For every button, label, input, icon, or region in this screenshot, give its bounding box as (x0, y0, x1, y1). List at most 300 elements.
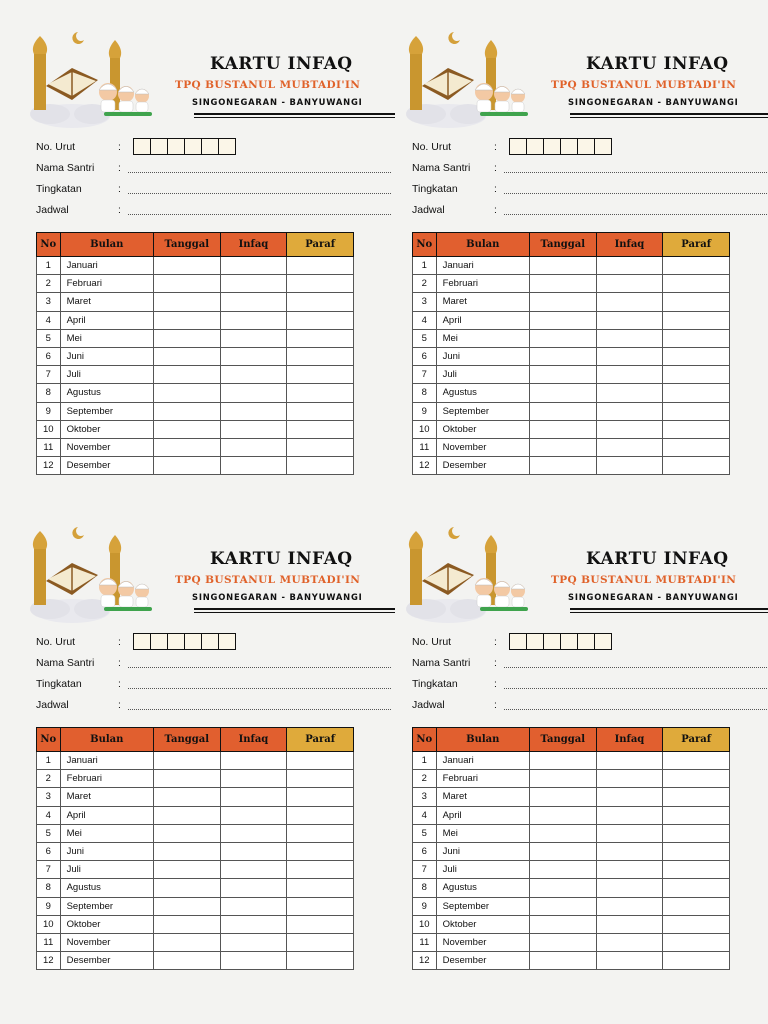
row-month: Juni (60, 842, 153, 860)
col-header-infaq: Infaq (596, 728, 663, 752)
table-header-row (413, 728, 730, 752)
digit-box[interactable] (201, 138, 218, 155)
row-month: Oktober (436, 915, 529, 933)
tanggal-cell[interactable] (153, 824, 220, 842)
infaq-cell[interactable] (220, 275, 287, 293)
infaq-cell[interactable] (596, 879, 663, 897)
infaq-cell[interactable] (220, 329, 287, 347)
paraf-cell[interactable] (663, 770, 730, 788)
infaq-cell[interactable] (220, 402, 287, 420)
tingkatan-line[interactable] (504, 688, 767, 689)
tanggal-cell[interactable] (529, 842, 596, 860)
table-row (37, 257, 354, 275)
nama-santri-line[interactable] (504, 667, 767, 668)
row-month: Juni (436, 842, 529, 860)
tanggal-cell[interactable] (153, 879, 220, 897)
no-urut-boxes[interactable] (509, 633, 612, 650)
tanggal-cell[interactable] (529, 879, 596, 897)
infaq-cell[interactable] (596, 329, 663, 347)
field-colon: : (494, 141, 497, 153)
tanggal-cell[interactable] (529, 806, 596, 824)
tanggal-cell[interactable] (529, 457, 596, 475)
paraf-cell[interactable] (287, 824, 354, 842)
infaq-cell[interactable] (596, 457, 663, 475)
digit-box[interactable] (167, 633, 184, 650)
table-row (37, 770, 354, 788)
col-header-no: No (37, 233, 61, 257)
digit-box[interactable] (509, 633, 526, 650)
table-row (413, 438, 730, 456)
paraf-cell[interactable] (663, 879, 730, 897)
tanggal-cell[interactable] (153, 952, 220, 970)
row-month: Maret (60, 293, 153, 311)
infaq-cell[interactable] (220, 861, 287, 879)
tanggal-cell[interactable] (153, 384, 220, 402)
table-row (413, 788, 730, 806)
row-month: Juni (436, 347, 529, 365)
paraf-cell[interactable] (287, 457, 354, 475)
infaq-table (412, 232, 730, 475)
paraf-cell[interactable] (287, 752, 354, 770)
infaq-cell[interactable] (596, 384, 663, 402)
paraf-cell[interactable] (287, 806, 354, 824)
tanggal-cell[interactable] (529, 311, 596, 329)
tingkatan-line[interactable] (128, 193, 391, 194)
tingkatan-line[interactable] (504, 193, 767, 194)
tanggal-cell[interactable] (529, 933, 596, 951)
tanggal-cell[interactable] (153, 770, 220, 788)
tanggal-cell[interactable] (153, 275, 220, 293)
table-row (37, 752, 354, 770)
infaq-cell[interactable] (220, 897, 287, 915)
tanggal-cell[interactable] (529, 952, 596, 970)
tanggal-cell[interactable] (529, 293, 596, 311)
paraf-cell[interactable] (663, 366, 730, 384)
nama-santri-field (412, 654, 752, 675)
row-number: 4 (413, 806, 437, 824)
table-row (37, 861, 354, 879)
tanggal-cell[interactable] (153, 897, 220, 915)
paraf-cell[interactable] (663, 384, 730, 402)
paraf-cell[interactable] (287, 329, 354, 347)
infaq-cell[interactable] (596, 752, 663, 770)
infaq-card-bottom-right (412, 529, 756, 989)
field-label: Nama Santri (412, 657, 471, 669)
col-header-tanggal: Tanggal (153, 728, 220, 752)
row-number: 6 (413, 347, 437, 365)
infaq-cell[interactable] (596, 347, 663, 365)
infaq-cell[interactable] (596, 311, 663, 329)
infaq-cell[interactable] (596, 438, 663, 456)
paraf-cell[interactable] (287, 366, 354, 384)
infaq-cell[interactable] (220, 293, 287, 311)
paraf-cell[interactable] (287, 293, 354, 311)
jadwal-line[interactable] (504, 214, 767, 215)
row-month: September (60, 402, 153, 420)
tanggal-cell[interactable] (529, 897, 596, 915)
tanggal-cell[interactable] (153, 915, 220, 933)
paraf-cell[interactable] (663, 806, 730, 824)
row-month: November (60, 933, 153, 951)
tanggal-cell[interactable] (529, 770, 596, 788)
infaq-card-top-right (412, 34, 756, 494)
field-colon: : (118, 678, 121, 690)
tingkatan-line[interactable] (128, 688, 391, 689)
row-month: Maret (60, 788, 153, 806)
paraf-cell[interactable] (287, 861, 354, 879)
row-number: 9 (37, 402, 61, 420)
tanggal-cell[interactable] (153, 402, 220, 420)
paraf-cell[interactable] (287, 275, 354, 293)
paraf-cell[interactable] (287, 842, 354, 860)
paraf-cell[interactable] (663, 438, 730, 456)
digit-box[interactable] (150, 633, 167, 650)
paraf-cell[interactable] (663, 788, 730, 806)
row-number: 10 (413, 420, 437, 438)
table-row (413, 293, 730, 311)
field-label: No. Urut (36, 636, 76, 648)
paraf-cell[interactable] (663, 752, 730, 770)
tanggal-cell[interactable] (153, 366, 220, 384)
row-month: November (436, 933, 529, 951)
row-month: Januari (60, 752, 153, 770)
tanggal-cell[interactable] (153, 257, 220, 275)
field-label: Nama Santri (412, 162, 471, 174)
row-number: 12 (37, 457, 61, 475)
row-month: November (60, 438, 153, 456)
digit-box[interactable] (218, 138, 236, 155)
paraf-cell[interactable] (663, 293, 730, 311)
tanggal-cell[interactable] (529, 824, 596, 842)
student-fields (36, 633, 376, 717)
row-number: 6 (37, 842, 61, 860)
tanggal-cell[interactable] (153, 752, 220, 770)
paraf-cell[interactable] (287, 384, 354, 402)
row-number: 5 (37, 329, 61, 347)
infaq-cell[interactable] (220, 366, 287, 384)
infaq-cell[interactable] (220, 879, 287, 897)
tingkatan-field (36, 675, 376, 696)
paraf-cell[interactable] (663, 897, 730, 915)
infaq-cell[interactable] (220, 420, 287, 438)
row-number: 7 (413, 366, 437, 384)
field-label: No. Urut (36, 141, 76, 153)
infaq-cell[interactable] (596, 933, 663, 951)
tanggal-cell[interactable] (153, 842, 220, 860)
infaq-cell[interactable] (220, 770, 287, 788)
jadwal-line[interactable] (128, 709, 391, 710)
paraf-cell[interactable] (287, 347, 354, 365)
table-row (37, 438, 354, 456)
nama-santri-line[interactable] (128, 172, 391, 173)
tanggal-cell[interactable] (153, 933, 220, 951)
digit-box[interactable] (526, 138, 543, 155)
infaq-cell[interactable] (596, 275, 663, 293)
card-subtitle: TPQ BUSTANUL MUBTADI'IN (551, 79, 737, 91)
tanggal-cell[interactable] (153, 861, 220, 879)
paraf-cell[interactable] (287, 420, 354, 438)
row-number: 1 (37, 752, 61, 770)
paraf-cell[interactable] (663, 347, 730, 365)
paraf-cell[interactable] (663, 842, 730, 860)
tanggal-cell[interactable] (153, 438, 220, 456)
paraf-cell[interactable] (287, 933, 354, 951)
infaq-card-bottom-left (36, 529, 380, 989)
student-fields (412, 633, 752, 717)
digit-box[interactable] (184, 138, 201, 155)
tanggal-cell[interactable] (153, 329, 220, 347)
field-colon: : (494, 678, 497, 690)
tanggal-cell[interactable] (529, 861, 596, 879)
digit-box[interactable] (560, 138, 577, 155)
digit-box[interactable] (150, 138, 167, 155)
digit-box[interactable] (594, 633, 612, 650)
paraf-cell[interactable] (663, 329, 730, 347)
paraf-cell[interactable] (663, 420, 730, 438)
field-colon: : (118, 204, 121, 216)
digit-box[interactable] (184, 633, 201, 650)
row-month: Agustus (60, 384, 153, 402)
infaq-cell[interactable] (596, 402, 663, 420)
col-header-paraf: Paraf (663, 233, 730, 257)
table-row (413, 329, 730, 347)
infaq-cell[interactable] (220, 824, 287, 842)
row-month: Mei (60, 329, 153, 347)
table-row (37, 842, 354, 860)
infaq-cell[interactable] (220, 806, 287, 824)
row-month: Desember (436, 457, 529, 475)
paraf-cell[interactable] (287, 257, 354, 275)
field-label: No. Urut (412, 141, 452, 153)
field-label: Jadwal (412, 204, 445, 216)
row-month: April (436, 311, 529, 329)
paraf-cell[interactable] (287, 879, 354, 897)
field-label: Nama Santri (36, 657, 95, 669)
digit-box[interactable] (594, 138, 612, 155)
card-header (40, 529, 380, 624)
paraf-cell[interactable] (663, 933, 730, 951)
infaq-cell[interactable] (596, 257, 663, 275)
row-number: 7 (37, 861, 61, 879)
digit-box[interactable] (218, 633, 236, 650)
tanggal-cell[interactable] (529, 438, 596, 456)
header-rule-thin (194, 117, 395, 118)
tanggal-cell[interactable] (529, 366, 596, 384)
no-urut-boxes[interactable] (509, 138, 612, 155)
infaq-cell[interactable] (596, 824, 663, 842)
no-urut-boxes[interactable] (133, 138, 236, 155)
tanggal-cell[interactable] (529, 788, 596, 806)
nama-santri-line[interactable] (504, 172, 767, 173)
row-number: 12 (37, 952, 61, 970)
paraf-cell[interactable] (287, 897, 354, 915)
jadwal-line[interactable] (128, 214, 391, 215)
row-month: Juli (436, 366, 529, 384)
infaq-cell[interactable] (596, 842, 663, 860)
paraf-cell[interactable] (663, 311, 730, 329)
row-number: 11 (413, 438, 437, 456)
tanggal-cell[interactable] (153, 420, 220, 438)
row-number: 3 (413, 788, 437, 806)
row-month: Februari (436, 770, 529, 788)
jadwal-field (36, 201, 376, 222)
jadwal-line[interactable] (504, 709, 767, 710)
infaq-cell[interactable] (220, 438, 287, 456)
digit-box[interactable] (167, 138, 184, 155)
col-header-infaq: Infaq (220, 233, 287, 257)
digit-box[interactable] (543, 633, 560, 650)
infaq-cell[interactable] (220, 842, 287, 860)
row-number: 8 (413, 879, 437, 897)
table-row (413, 879, 730, 897)
field-colon: : (494, 657, 497, 669)
row-month: Februari (60, 275, 153, 293)
no-urut-field (412, 633, 752, 654)
card-location: SINGONEGARAN - BANYUWANGI (568, 97, 739, 107)
paraf-cell[interactable] (287, 952, 354, 970)
tanggal-cell[interactable] (153, 347, 220, 365)
paraf-cell[interactable] (287, 770, 354, 788)
tanggal-cell[interactable] (153, 457, 220, 475)
student-fields (36, 138, 376, 222)
tanggal-cell[interactable] (153, 311, 220, 329)
tanggal-cell[interactable] (529, 752, 596, 770)
row-month: Mei (60, 824, 153, 842)
card-location: SINGONEGARAN - BANYUWANGI (192, 592, 363, 602)
col-header-bulan: Bulan (60, 233, 153, 257)
row-number: 10 (413, 915, 437, 933)
row-month: April (436, 806, 529, 824)
table-row (37, 933, 354, 951)
nama-santri-line[interactable] (128, 667, 391, 668)
row-month: September (436, 897, 529, 915)
tanggal-cell[interactable] (529, 275, 596, 293)
tanggal-cell[interactable] (529, 915, 596, 933)
card-subtitle: TPQ BUSTANUL MUBTADI'IN (175, 574, 361, 586)
infaq-cell[interactable] (220, 788, 287, 806)
infaq-cell[interactable] (220, 952, 287, 970)
infaq-cell[interactable] (220, 311, 287, 329)
header-rule-thin (570, 117, 768, 118)
infaq-table (36, 232, 354, 475)
paraf-cell[interactable] (287, 788, 354, 806)
paraf-cell[interactable] (663, 952, 730, 970)
card-location: SINGONEGARAN - BANYUWANGI (568, 592, 739, 602)
row-number: 12 (413, 952, 437, 970)
paraf-cell[interactable] (663, 275, 730, 293)
infaq-cell[interactable] (596, 915, 663, 933)
infaq-cell[interactable] (596, 293, 663, 311)
paraf-cell[interactable] (287, 915, 354, 933)
row-number: 9 (413, 402, 437, 420)
paraf-cell[interactable] (663, 257, 730, 275)
digit-box[interactable] (577, 633, 594, 650)
paraf-cell[interactable] (287, 311, 354, 329)
tanggal-cell[interactable] (529, 402, 596, 420)
paraf-cell[interactable] (663, 457, 730, 475)
row-number: 3 (413, 293, 437, 311)
row-number: 9 (413, 897, 437, 915)
infaq-cell[interactable] (596, 861, 663, 879)
digit-box[interactable] (509, 138, 526, 155)
row-number: 2 (37, 275, 61, 293)
no-urut-boxes[interactable] (133, 633, 236, 650)
tanggal-cell[interactable] (529, 384, 596, 402)
infaq-cell[interactable] (220, 915, 287, 933)
nama-santri-field (412, 159, 752, 180)
table-row (37, 879, 354, 897)
infaq-card-top-left (36, 34, 380, 494)
tanggal-cell[interactable] (529, 347, 596, 365)
table-row (37, 806, 354, 824)
tanggal-cell[interactable] (529, 420, 596, 438)
col-header-bulan: Bulan (436, 233, 529, 257)
paraf-cell[interactable] (663, 861, 730, 879)
infaq-cell[interactable] (596, 420, 663, 438)
infaq-cell[interactable] (220, 384, 287, 402)
infaq-cell[interactable] (596, 952, 663, 970)
infaq-cell[interactable] (596, 806, 663, 824)
paraf-cell[interactable] (663, 824, 730, 842)
digit-box[interactable] (526, 633, 543, 650)
infaq-cell[interactable] (596, 366, 663, 384)
col-header-paraf: Paraf (287, 233, 354, 257)
row-number: 10 (37, 420, 61, 438)
tanggal-cell[interactable] (529, 329, 596, 347)
digit-box[interactable] (560, 633, 577, 650)
infaq-table (36, 727, 354, 970)
table-row (413, 952, 730, 970)
paraf-cell[interactable] (663, 402, 730, 420)
infaq-cell[interactable] (596, 897, 663, 915)
nama-santri-field (36, 159, 376, 180)
infaq-cell[interactable] (596, 788, 663, 806)
tanggal-cell[interactable] (153, 806, 220, 824)
tanggal-cell[interactable] (529, 257, 596, 275)
infaq-cell[interactable] (220, 347, 287, 365)
infaq-cell[interactable] (220, 933, 287, 951)
digit-box[interactable] (577, 138, 594, 155)
digit-box[interactable] (133, 633, 150, 650)
digit-box[interactable] (201, 633, 218, 650)
table-row (413, 347, 730, 365)
paraf-cell[interactable] (287, 402, 354, 420)
digit-box[interactable] (543, 138, 560, 155)
field-label: Jadwal (36, 699, 69, 711)
field-colon: : (494, 636, 497, 648)
paraf-cell[interactable] (663, 915, 730, 933)
infaq-cell[interactable] (596, 770, 663, 788)
table-row (37, 329, 354, 347)
table-row (413, 257, 730, 275)
infaq-cell[interactable] (220, 257, 287, 275)
digit-box[interactable] (133, 138, 150, 155)
col-header-paraf: Paraf (287, 728, 354, 752)
row-number: 6 (413, 842, 437, 860)
field-colon: : (494, 699, 497, 711)
row-number: 4 (37, 311, 61, 329)
tanggal-cell[interactable] (153, 788, 220, 806)
card-header (416, 529, 756, 624)
paraf-cell[interactable] (287, 438, 354, 456)
table-row (37, 824, 354, 842)
infaq-cell[interactable] (220, 457, 287, 475)
row-month: Maret (436, 293, 529, 311)
infaq-cell[interactable] (220, 752, 287, 770)
field-colon: : (118, 183, 121, 195)
row-number: 3 (37, 293, 61, 311)
tanggal-cell[interactable] (153, 293, 220, 311)
